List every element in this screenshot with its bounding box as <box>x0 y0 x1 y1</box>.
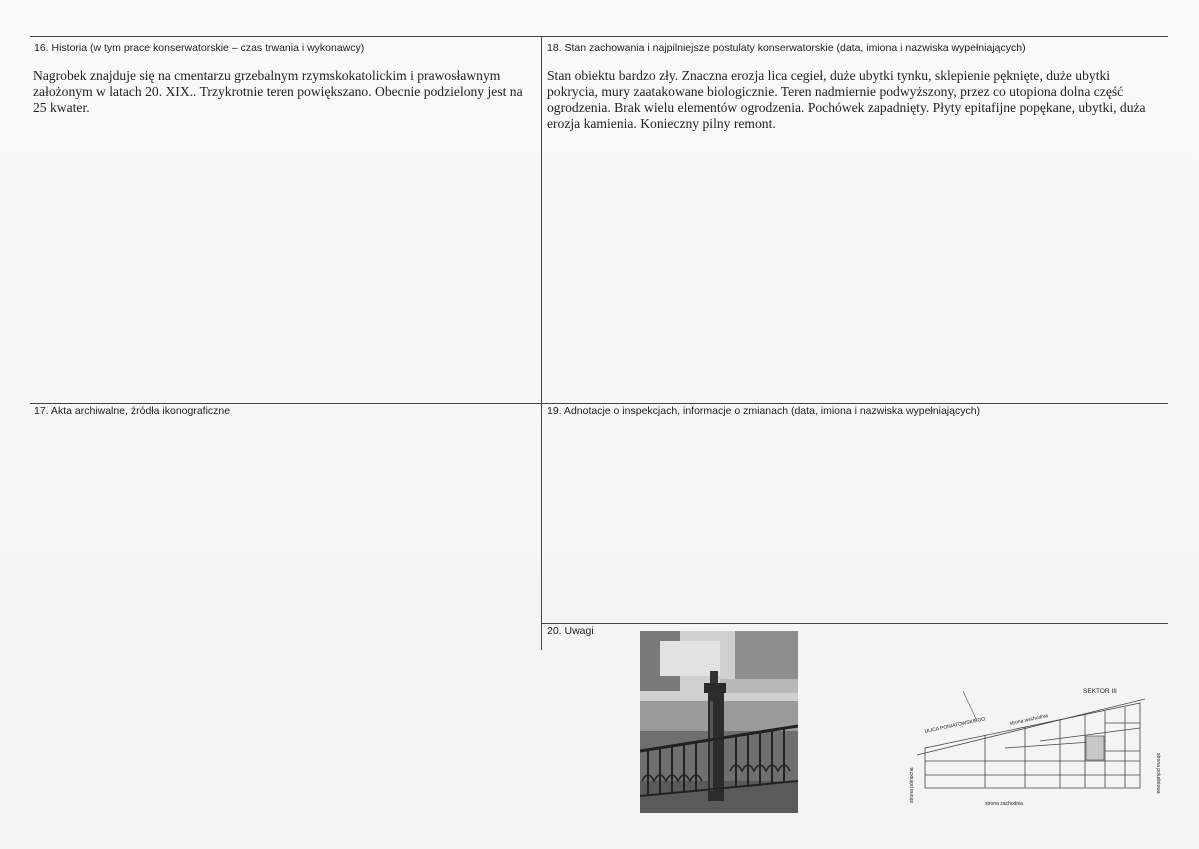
map-east-label: strona wschodnia <box>1009 712 1049 727</box>
section-19-label: 19. Adnotacje o inspekcjach, informacje o zmianach (data, imiona i nazwiska wypełniających) <box>547 405 981 417</box>
section-16-label: 16. Historia (w tym prace konserwatorskie – czas trwania i wykonawcy) <box>34 42 365 54</box>
center-divider <box>541 36 542 650</box>
map-sector-label: SEKTOR III <box>1083 688 1117 695</box>
middle-rule <box>30 403 1168 404</box>
map-street-label: ULICA PONIATOWSKIEGO <box>924 716 986 735</box>
map-west-label: strona zachodnia <box>985 801 1024 807</box>
section-16-text: Nagrobek znajduje się na cmentarzu grzebalnym rzymskokatolickim i prawosławnym założonym w latach 20. XIX.. Trzykrotnie teren powiększano. Obecnie podzielony jest na 25 kwater. <box>33 68 523 115</box>
sector-map <box>895 683 1175 813</box>
section-17-label: 17. Akta archiwalne, źródła ikonograficzne <box>34 405 231 417</box>
section-18-label: 18. Stan zachowania i najpilniejsze postulaty konserwatorskie (data, imiona i nazwiska wypełniających) <box>547 42 1026 54</box>
remarks-rule <box>541 623 1168 624</box>
map-north-label: strona północna <box>909 767 915 803</box>
section-20-label: 20. Uwagi <box>547 625 594 637</box>
cemetery-fence-photo <box>640 631 798 813</box>
map-south-label: strona południowa <box>1155 753 1161 794</box>
section-18-text: Stan obiektu bardzo zły. Znaczna erozja lica cegieł, duże ubytki tynku, sklepienie pęknięte, duże ubytki pokrycia, mury zaatakowane biologicznie. Teren nadmiernie podwyższony, przez co utopiona dolna część ogrodzenia. Brak wielu elementów ogrodzenia. Pochówek zapadnięty. Płyty epitafijne popękane, ubytki, duża erozja kamienia. Konieczny pilny remont. <box>547 68 1146 131</box>
top-rule <box>30 36 1168 37</box>
